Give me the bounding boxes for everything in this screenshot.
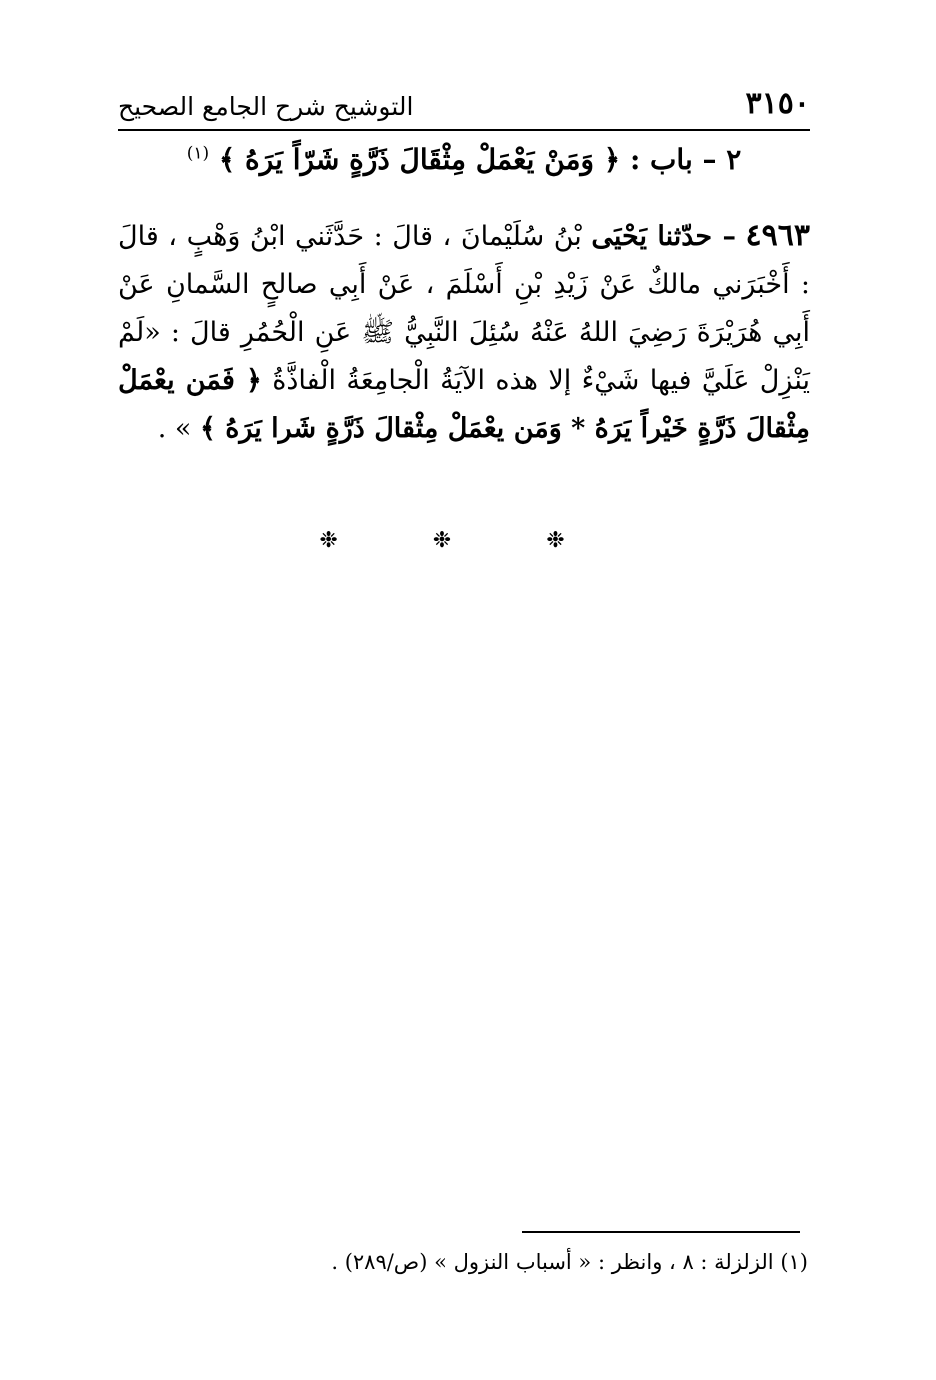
book-title: التوشيح شرح الجامع الصحيح <box>118 92 414 121</box>
hadith-text: بْنُ سُلَيْمانَ ، قالَ : حَدَّثَني ابْنُ وَهْبٍ ، قالَ : أَخْبَرَني مالكٌ عَنْ زَيْدِ بْنِ أَسْلَمَ ، عَنْ أَبِي صالحٍ السَّمانِ عَنْ أَبِي هُرَيْرَةَ رَضِيَ اللهُ عَنْهُ سُئِلَ النَّبِيُّ ﷺ عَنِ الْحُمُرِ قالَ : «لَمْ يَنْزِلْ عَلَيَّ فيها شَيْءٌ إلا هذه الآيَةُ الْجامِعَةُ الْفاذَّةُ <box>118 221 810 396</box>
page-number: ٣١٥٠ <box>745 86 810 121</box>
chapter-title: ٢ – باب : ﴿ وَمَنْ يَعْمَلْ مِثْقَالَ ذَرَّةٍ شَرّاً يَرَهُ ﴾ <box>218 143 742 176</box>
footnote-reference: (١) <box>186 143 210 164</box>
footnote: (١) الزلزلة : ٨ ، وانظر : « أسباب النزول » (ص/٢٨٩) . <box>331 1250 808 1274</box>
hadith-number: ٤٩٦٣ <box>745 218 810 253</box>
chapter-heading <box>118 143 810 176</box>
quran-verse: ﴿ فَمَن يعْمَلْ مِثْقالَ ذَرَّةٍ خَيْراً يَرَهُ * وَمَن يعْمَلْ مِثْقالَ ذَرَّةٍ شَرا يَرَهُ ﴾ <box>118 365 810 444</box>
section-separator: ❉ ❉ ❉ <box>319 528 609 553</box>
header-rule <box>118 129 810 131</box>
running-header <box>118 86 810 130</box>
hadith-paragraph <box>118 212 810 453</box>
hadith-lead: – حدّثنا يَحْيَى <box>591 221 736 252</box>
hadith-closing: » . <box>157 413 192 444</box>
footnote-rule <box>522 1231 800 1233</box>
